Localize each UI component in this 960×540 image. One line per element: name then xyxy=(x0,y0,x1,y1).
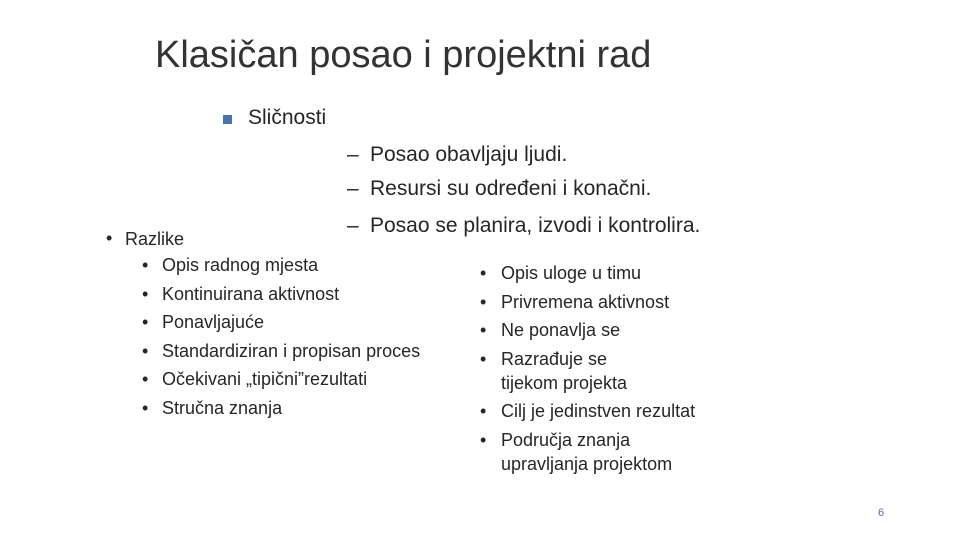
square-bullet-icon xyxy=(223,115,232,124)
bullet-icon: • xyxy=(142,312,149,332)
difference-left-item: Ponavljajuće xyxy=(162,312,265,332)
bullet-icon: • xyxy=(106,228,113,248)
slide-title: Klasičan posao i projektni rad xyxy=(155,34,652,76)
dash-icon: – xyxy=(347,143,359,166)
bullet-icon: • xyxy=(480,430,487,450)
similarity-item: Posao obavljaju ljudi. xyxy=(370,143,568,166)
page-number: 6 xyxy=(878,507,885,519)
difference-left-item: Opis radnog mjesta xyxy=(162,255,319,275)
bullet-icon: • xyxy=(142,255,149,275)
similarity-item: Resursi su određeni i konačni. xyxy=(370,177,652,200)
bullet-icon: • xyxy=(142,284,149,304)
difference-right-item: Ne ponavlja se xyxy=(501,320,621,340)
difference-right-item: Opis uloge u timu xyxy=(501,263,642,283)
similarities-heading: Sličnosti xyxy=(248,106,327,129)
bullet-icon: • xyxy=(142,341,149,361)
similarity-item: Posao se planira, izvodi i kontrolira. xyxy=(370,214,701,237)
bullet-icon: • xyxy=(142,398,149,418)
difference-left-item: Kontinuirana aktivnost xyxy=(162,284,340,304)
difference-left-item: Standardiziran i propisan proces xyxy=(162,341,421,361)
difference-right-item-continuation: tijekom projekta xyxy=(501,373,628,393)
bullet-icon: • xyxy=(142,369,149,389)
dash-icon: – xyxy=(347,177,359,200)
difference-right-item: Privremena aktivnost xyxy=(501,292,670,312)
bullet-icon: • xyxy=(480,401,487,421)
difference-right-item: Cilj je jedinstven rezultat xyxy=(501,401,696,421)
difference-right-item-continuation: upravljanja projektom xyxy=(501,454,673,474)
difference-left-item: Stručna znanja xyxy=(162,398,283,418)
dash-icon: – xyxy=(347,214,359,237)
bullet-icon: • xyxy=(480,292,487,312)
difference-left-item: Očekivani „tipični”rezultati xyxy=(162,369,368,389)
difference-right-item: Razrađuje se xyxy=(501,349,608,369)
difference-right-item: Područja znanja xyxy=(501,430,631,450)
bullet-icon: • xyxy=(480,320,487,340)
bullet-icon: • xyxy=(480,349,487,369)
differences-heading: Razlike xyxy=(125,229,185,249)
bullet-icon: • xyxy=(480,263,487,283)
